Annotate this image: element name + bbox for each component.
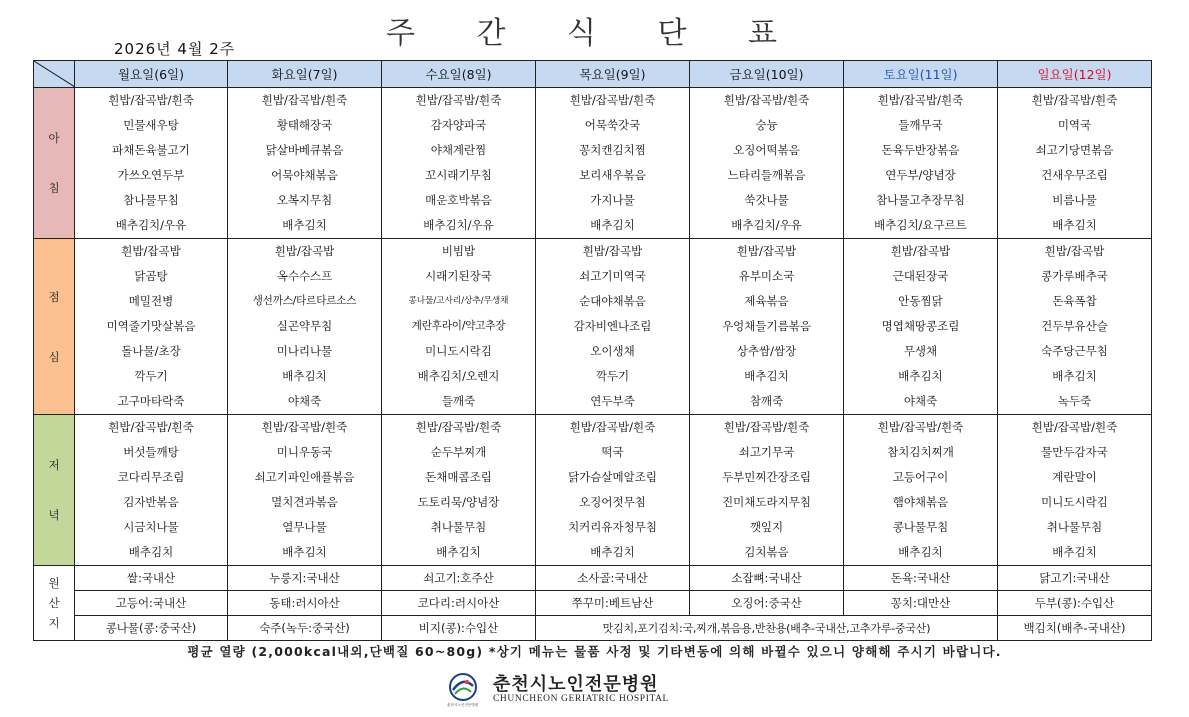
menu-item: 쇠고기파인애플볶음 bbox=[254, 470, 355, 484]
hospital-logo bbox=[445, 668, 745, 712]
menu-item: 깍두기 bbox=[134, 369, 168, 383]
menu-item: 쇠고기무국 bbox=[738, 445, 795, 459]
menu-item: 꼬시래기무침 bbox=[425, 168, 492, 182]
day-header-mon: 월요일(6일) bbox=[75, 61, 228, 88]
week-label: 2026년 4월 2주 bbox=[114, 40, 236, 58]
menu-item: 흰밥/잡곡밥/흰죽 bbox=[877, 420, 964, 434]
menu-item: 흰밥/잡곡밥/흰죽 bbox=[415, 420, 502, 434]
dinner-wed bbox=[382, 415, 536, 566]
menu-item: 배추김치/요구르트 bbox=[874, 218, 967, 232]
menu-item: 배추김치 bbox=[1052, 218, 1097, 232]
breakfast-thu bbox=[536, 88, 690, 239]
menu-item: 흰밥/잡곡밥 bbox=[890, 244, 951, 258]
dinner-row bbox=[34, 415, 1152, 566]
menu-item: 들깨죽 bbox=[441, 394, 476, 408]
lunch-row bbox=[34, 239, 1152, 415]
corner-cell bbox=[34, 61, 75, 88]
lunch-label-char: 심 bbox=[48, 349, 60, 364]
origin-label-char: 원 bbox=[48, 576, 60, 590]
menu-item: 배추김치 bbox=[1052, 369, 1097, 383]
menu-item: 매운호박볶음 bbox=[425, 193, 492, 207]
origin-label-char: 지 bbox=[48, 616, 60, 630]
origin-cell: 돈육:국내산 bbox=[844, 566, 998, 591]
menu-item: 참깨죽 bbox=[749, 394, 784, 408]
menu-item: 미역줄기맛살볶음 bbox=[106, 319, 196, 333]
menu-item: 배추김치 bbox=[128, 545, 174, 559]
menu-item: 미역국 bbox=[1057, 118, 1092, 132]
menu-item: 숭늉 bbox=[755, 118, 778, 132]
menu-item: 흰밥/잡곡밥/흰죽 bbox=[569, 93, 656, 107]
day-header-tue: 화요일(7일) bbox=[228, 61, 382, 88]
menu-item: 시래기된장국 bbox=[425, 269, 492, 283]
breakfast-tue bbox=[228, 88, 382, 239]
menu-item: 닭가슴살메알조림 bbox=[568, 470, 657, 484]
menu-item: 흰밥/잡곡밥/흰죽 bbox=[415, 93, 502, 107]
lunch-fri bbox=[690, 239, 844, 415]
menu-item: 황태해장국 bbox=[276, 118, 333, 132]
menu-item: 돌나물/초장 bbox=[121, 344, 181, 358]
menu-item: 배추김치/우유 bbox=[731, 218, 802, 232]
origin-cell: 백김치(배추-국내산) bbox=[998, 616, 1152, 641]
day-header-thu: 목요일(9일) bbox=[536, 61, 690, 88]
dinner-sat bbox=[844, 415, 998, 566]
menu-item: 배추김치 bbox=[590, 545, 635, 559]
menu-item: 깍두기 bbox=[595, 369, 630, 383]
breakfast-wed bbox=[382, 88, 536, 239]
menu-item: 흰밥/잡곡밥/흰죽 bbox=[723, 93, 810, 107]
menu-item: 두부민찌간장조림 bbox=[722, 470, 811, 484]
menu-item: 햄야채볶음 bbox=[892, 495, 949, 509]
menu-item: 깻잎지 bbox=[749, 520, 784, 534]
day-header-fri: 금요일(10일) bbox=[690, 61, 844, 88]
menu-item: 어묵야채볶음 bbox=[271, 168, 338, 182]
origin-cell: 콩나물(콩:중국산) bbox=[75, 616, 228, 641]
footer-note: 평균 열량 (2,000kcal내외,단백질 60~80g) *상기 메뉴는 물품 사정 및 기타변동에 의해 바뀔수 있으니 양해해 주시기 바랍니다. bbox=[187, 644, 1002, 659]
menu-item: 배추김치 bbox=[898, 545, 943, 559]
menu-item: 꽁치캔김치찜 bbox=[579, 143, 646, 157]
menu-item: 콩나물무침 bbox=[892, 520, 949, 534]
menu-item: 흰밥/잡곡밥/흰죽 bbox=[261, 93, 348, 107]
origin-cell: 쇠고기:호주산 bbox=[382, 566, 536, 591]
lunch-label bbox=[34, 239, 75, 415]
menu-item: 감자양파국 bbox=[430, 118, 487, 132]
breakfast-label bbox=[34, 88, 75, 239]
menu-item: 오이생채 bbox=[590, 344, 635, 358]
page-title: 주 간 식 단 표 bbox=[385, 16, 804, 51]
menu-item: 흰밥/잡곡밥/흰죽 bbox=[261, 420, 348, 434]
menu-item: 김치볶음 bbox=[744, 545, 789, 559]
menu-item: 배추김치/우유 bbox=[423, 218, 494, 232]
menu-item: 콩나물/고사리/상추/무생채 bbox=[408, 296, 509, 306]
origin-cell: 쭈꾸미:베트남산 bbox=[536, 591, 690, 616]
origin-label-char: 산 bbox=[48, 596, 60, 610]
breakfast-row bbox=[34, 88, 1152, 239]
dinner-label-char: 저 bbox=[48, 458, 60, 472]
menu-item: 야채죽 bbox=[903, 394, 938, 408]
hospital-emblem-icon bbox=[445, 672, 485, 708]
menu-item: 흰밥/잡곡밥/흰죽 bbox=[108, 93, 194, 107]
menu-item: 배추김치 bbox=[1052, 545, 1097, 559]
menu-item: 메밀전병 bbox=[128, 294, 174, 308]
menu-item: 버섯들깨탕 bbox=[123, 445, 179, 459]
menu-item: 근대된장국 bbox=[892, 269, 949, 283]
menu-item: 배추김치 bbox=[590, 218, 635, 232]
menu-item: 옥수수스프 bbox=[276, 269, 333, 283]
menu-item: 비빔밥 bbox=[441, 244, 476, 258]
menu-item: 미니도시락김 bbox=[1041, 495, 1108, 509]
menu-item: 배추김치 bbox=[282, 545, 327, 559]
menu-item: 건새우무조림 bbox=[1041, 168, 1108, 182]
origin-cell: 소사골:국내산 bbox=[536, 566, 690, 591]
breakfast-sun bbox=[998, 88, 1152, 239]
menu-item: 오징어떡볶음 bbox=[733, 143, 800, 157]
menu-item: 떡국 bbox=[601, 445, 624, 459]
menu-item: 흰밥/잡곡밥 bbox=[582, 244, 643, 258]
menu-item: 배추김치 bbox=[282, 369, 327, 383]
menu-item: 배추김치/오렌지 bbox=[417, 369, 500, 383]
lunch-thu bbox=[536, 239, 690, 415]
day-header-sun: 일요일(12일) bbox=[998, 61, 1152, 88]
hospital-name-en: CHUNCHEON GERIATRIC HOSPITAL bbox=[493, 694, 669, 704]
dinner-label-char: 녁 bbox=[48, 508, 60, 522]
menu-item: 돈육폭찹 bbox=[1052, 294, 1097, 308]
menu-item: 열무나물 bbox=[282, 520, 327, 534]
menu-item: 쇠고기당면볶음 bbox=[1035, 143, 1114, 157]
menu-item: 녹두죽 bbox=[1057, 394, 1092, 408]
menu-item: 명엽채땅콩조림 bbox=[881, 319, 960, 333]
menu-item: 민물새우탕 bbox=[123, 118, 179, 132]
breakfast-fri bbox=[690, 88, 844, 239]
lunch-wed bbox=[382, 239, 536, 415]
dinner-label bbox=[34, 415, 75, 566]
origin-row-1 bbox=[34, 566, 1152, 591]
menu-item: 배추김치/우유 bbox=[115, 218, 187, 232]
origin-cell: 동태:러시아산 bbox=[228, 591, 382, 616]
menu-item: 김자반볶음 bbox=[123, 495, 179, 509]
menu-item: 연두부죽 bbox=[590, 394, 635, 408]
menu-item: 콩가루배추국 bbox=[1041, 269, 1108, 283]
origin-row-3 bbox=[34, 616, 1152, 641]
origin-cell: 두부(콩):수입산 bbox=[998, 591, 1152, 616]
menu-item: 보리새우볶음 bbox=[579, 168, 646, 182]
breakfast-sat bbox=[844, 88, 998, 239]
menu-item: 흰밥/잡곡밥/흰죽 bbox=[877, 93, 964, 107]
menu-item: 생선까스/타르타르소스 bbox=[252, 295, 357, 307]
menu-item: 감자비엔나조림 bbox=[573, 319, 652, 333]
hospital-name-ko: 춘천시노인전문병원 bbox=[493, 674, 659, 695]
lunch-sun bbox=[998, 239, 1152, 415]
menu-item: 참나물무침 bbox=[123, 193, 179, 207]
menu-item: 배추김치 bbox=[744, 369, 789, 383]
menu-item: 코다리무조림 bbox=[117, 470, 185, 484]
menu-item: 어묵쑥갓국 bbox=[584, 118, 641, 132]
origin-label bbox=[34, 566, 75, 641]
dinner-tue bbox=[228, 415, 382, 566]
menu-item: 흰밥/잡곡밥/흰죽 bbox=[1031, 420, 1118, 434]
menu-item: 배추김치 bbox=[898, 369, 943, 383]
origin-cell: 쌀:국내산 bbox=[75, 566, 228, 591]
menu-item: 닭곰탕 bbox=[134, 269, 168, 283]
menu-item: 닭살바베큐볶음 bbox=[265, 143, 344, 157]
menu-item: 순두부찌개 bbox=[430, 445, 487, 459]
menu-item: 파채돈육불고기 bbox=[112, 143, 190, 157]
day-header-row bbox=[34, 61, 1152, 88]
dinner-sun bbox=[998, 415, 1152, 566]
origin-cell: 꽁치:대만산 bbox=[844, 591, 998, 616]
origin-row-2 bbox=[34, 591, 1152, 616]
menu-item: 배추김치 bbox=[436, 545, 481, 559]
menu-item: 숙주당근무침 bbox=[1041, 344, 1108, 358]
origin-cell: 소잡뼈:국내산 bbox=[690, 566, 844, 591]
menu-item: 돈육두반장볶음 bbox=[881, 143, 960, 157]
menu-item: 제육볶음 bbox=[744, 294, 789, 308]
menu-item: 배추김치 bbox=[282, 218, 327, 232]
origin-cell: 비지(콩):수입산 bbox=[382, 616, 536, 641]
lunch-tue bbox=[228, 239, 382, 415]
menu-item: 흰밥/잡곡밥/흰죽 bbox=[108, 420, 194, 434]
lunch-mon bbox=[75, 239, 228, 415]
menu-item: 쇠고기미역국 bbox=[579, 269, 646, 283]
dinner-thu bbox=[536, 415, 690, 566]
menu-item: 고등어구이 bbox=[892, 470, 949, 484]
menu-item: 물만두감자국 bbox=[1041, 445, 1108, 459]
menu-item: 시금치나물 bbox=[123, 520, 179, 534]
menu-item: 건두부유산슬 bbox=[1041, 319, 1108, 333]
menu-item: 무생채 bbox=[903, 344, 938, 358]
menu-item: 순대야채볶음 bbox=[579, 294, 646, 308]
menu-item: 흰밥/잡곡밥/흰죽 bbox=[1031, 93, 1118, 107]
menu-item: 오징어젓무침 bbox=[579, 495, 646, 509]
menu-item: 유부미소국 bbox=[738, 269, 795, 283]
origin-cell: 코다리:러시아산 bbox=[382, 591, 536, 616]
menu-item: 오복지무침 bbox=[276, 193, 333, 207]
breakfast-label-char: 아 bbox=[48, 131, 60, 145]
menu-item: 연두부/양념장 bbox=[885, 168, 956, 182]
menu-item: 안동찜닭 bbox=[898, 294, 943, 308]
origin-cell: 숙주(녹두:중국산) bbox=[228, 616, 382, 641]
diagonal-divider bbox=[34, 61, 75, 87]
menu-item: 느타리들깨볶음 bbox=[727, 168, 806, 182]
origin-cell: 닭고기:국내산 bbox=[998, 566, 1152, 591]
menu-item: 흰밥/잡곡밥 bbox=[736, 244, 797, 258]
menu-item: 계란후라이/약고추장 bbox=[411, 320, 506, 332]
origin-cell: 오징어:중국산 bbox=[690, 591, 844, 616]
menu-item: 실곤약무침 bbox=[276, 319, 333, 333]
menu-item: 진미채도라지무침 bbox=[722, 495, 811, 509]
menu-item: 상추쌈/쌈장 bbox=[736, 344, 797, 358]
menu-item: 돈채매콤조림 bbox=[425, 470, 492, 484]
breakfast-label-char: 침 bbox=[48, 181, 60, 195]
lunch-sat bbox=[844, 239, 998, 415]
menu-item: 취나물무침 bbox=[430, 520, 487, 534]
emblem-caption: 춘천시노인전문병원 bbox=[447, 703, 479, 707]
menu-item: 멸치견과볶음 bbox=[271, 495, 338, 509]
lunch-label-char: 점 bbox=[48, 289, 60, 304]
menu-item: 고구마타락죽 bbox=[117, 394, 185, 408]
menu-item: 가지나물 bbox=[590, 193, 635, 207]
menu-item: 미니우동국 bbox=[276, 445, 333, 459]
menu-item: 가쓰오연두부 bbox=[117, 168, 185, 182]
menu-item: 참치김치찌개 bbox=[887, 445, 954, 459]
origin-cell: 고등어:국내산 bbox=[75, 591, 228, 616]
origin-cell: 누룽지:국내산 bbox=[228, 566, 382, 591]
menu-item: 도토리묵/양념장 bbox=[417, 495, 500, 509]
dinner-mon bbox=[75, 415, 228, 566]
breakfast-mon bbox=[75, 88, 228, 239]
menu-item: 흰밥/잡곡밥/흰죽 bbox=[569, 420, 656, 434]
origin-cell-kimchi: 맛김치,포기김치:국,찌개,볶음용,반찬용(배추-국내산,고추가루-중국산) bbox=[536, 616, 998, 641]
menu-item: 참나물고추장무침 bbox=[876, 193, 965, 207]
dinner-fri bbox=[690, 415, 844, 566]
menu-item: 흰밥/잡곡밥 bbox=[274, 244, 335, 258]
menu-item: 흰밥/잡곡밥/흰죽 bbox=[723, 420, 810, 434]
menu-item: 비름나물 bbox=[1052, 193, 1097, 207]
menu-item: 야채계란찜 bbox=[430, 143, 487, 157]
menu-item: 흰밥/잡곡밥 bbox=[1044, 244, 1105, 258]
menu-item: 흰밥/잡곡밥 bbox=[121, 244, 181, 258]
weekly-menu-table bbox=[33, 60, 1152, 641]
menu-item: 미니도시락김 bbox=[425, 344, 492, 358]
day-header-sat: 토요일(11일) bbox=[844, 61, 998, 88]
menu-item: 우엉채들기름볶음 bbox=[722, 319, 811, 333]
menu-item: 취나물무침 bbox=[1046, 520, 1103, 534]
menu-item: 쑥갓나물 bbox=[744, 193, 789, 207]
menu-item: 치커리유자청무침 bbox=[568, 520, 657, 534]
menu-item: 야채죽 bbox=[287, 394, 322, 408]
menu-item: 계란말이 bbox=[1052, 470, 1097, 484]
day-header-wed: 수요일(8일) bbox=[382, 61, 536, 88]
menu-item: 들깨무국 bbox=[898, 118, 943, 132]
menu-item: 미나리나물 bbox=[276, 344, 333, 358]
